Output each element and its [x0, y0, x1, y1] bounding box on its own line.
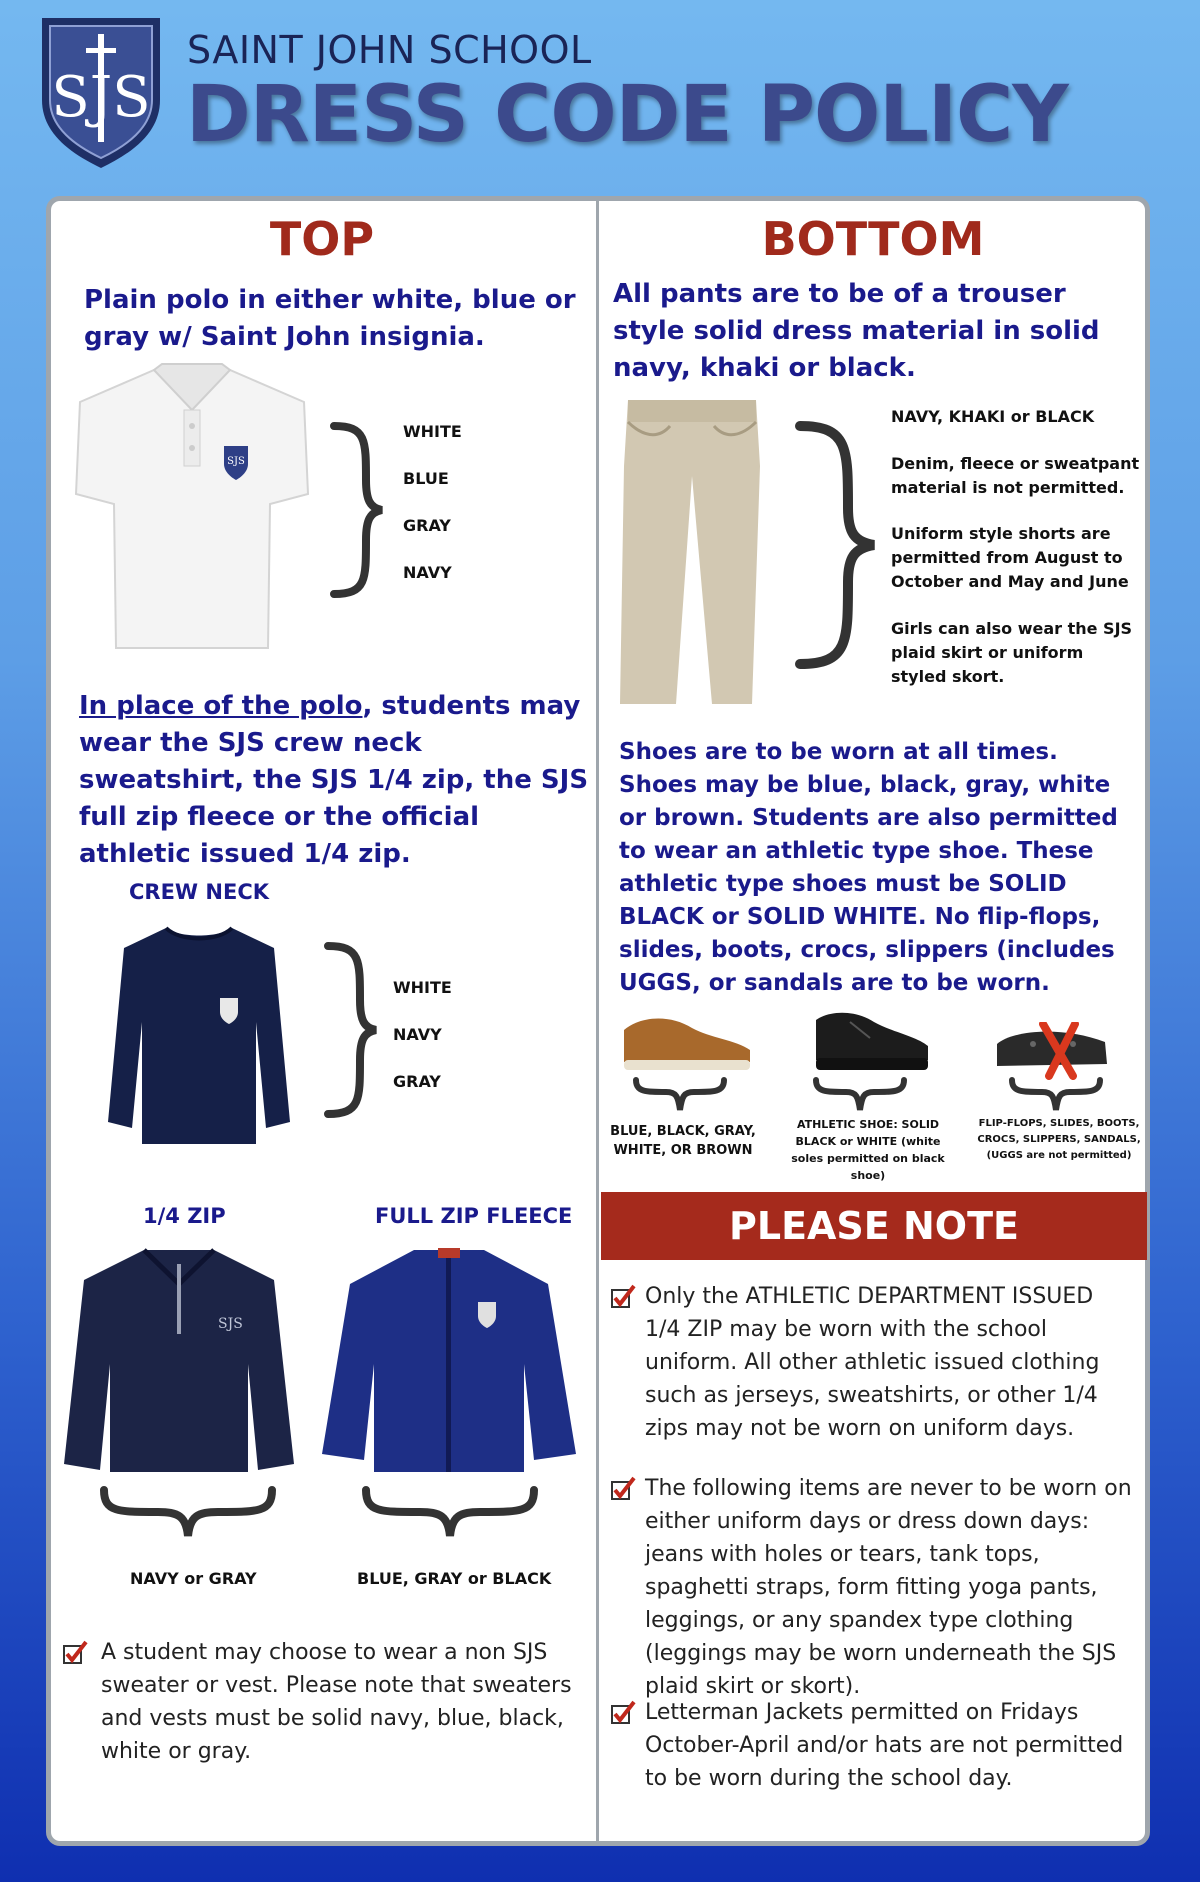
alternate-top-body: , students may wear the SJS crew neck sweatshirt, the SJS 1/4 zip, the SJS full zip fleece or the official athletic issued 1/4 zip. [79, 691, 589, 869]
brace-icon [1008, 1074, 1104, 1114]
checkbox-icon [610, 1284, 636, 1310]
crest-letters: SJS [51, 65, 151, 130]
page-title: DRESS CODE POLICY [186, 70, 1068, 160]
polo-shirt-icon [72, 362, 312, 660]
crew-color-gray: GRAY [393, 1072, 441, 1091]
polo-color-white: WHITE [403, 422, 462, 441]
pants-note-shorts: Uniform style shorts are permitted from August to October and May and June [891, 524, 1129, 591]
crew-neck-icon [106, 922, 292, 1148]
shoes-description: Shoes are to be worn at all times. Shoes may be blue, black, gray, white or brown. Students are also permitted to wear an athletic type shoe. These athletic type shoes must be SOLID BLACK or SOLID WHITE. No flip-flops, slides, boots, crocs, slippers (includes UGGS, or sandals are to be worn. [619, 739, 1118, 996]
brace-icon [320, 940, 380, 1120]
please-note-heading: PLEASE NOTE [601, 1192, 1147, 1260]
brace-icon [98, 1482, 278, 1542]
svg-text:SJS: SJS [218, 1316, 243, 1332]
checkbox-icon [610, 1700, 636, 1726]
croc-icon [993, 1022, 1113, 1080]
quarter-zip-label: 1/4 ZIP [143, 1204, 226, 1228]
brace-icon [812, 1074, 908, 1114]
alternate-top-text [79, 688, 595, 873]
polo-description: Plain polo in either white, blue or gray w/ Saint John insignia. [84, 285, 576, 352]
top-heading: TOP [269, 212, 375, 266]
brown-shoe-icon [620, 1010, 754, 1072]
quarter-zip-icon [62, 1244, 296, 1474]
pants-description: All pants are to be of a trouser style solid dress material in solid navy, khaki or black. [613, 279, 1100, 383]
crew-color-white: WHITE [393, 978, 452, 997]
checkbox-icon [610, 1476, 636, 1502]
shoe-caption-prohibited: FLIP-FLOPS, SLIDES, BOOTS, CROCS, SLIPPERS, SANDALS, (UGGS are not permitted) [977, 1118, 1141, 1161]
fleece-colors: BLUE, GRAY or BLACK [357, 1569, 552, 1588]
school-name: SAINT JOHN SCHOOL [187, 28, 592, 72]
pants-note-skirt: Girls can also wear the SJS plaid skirt or uniform styled skort. [891, 619, 1133, 686]
bottom-heading: BOTTOM [761, 212, 985, 266]
brace-icon [360, 1482, 540, 1542]
note-item-letterman: Letterman Jackets permitted on Fridays October-April and/or hats are not permitted to be worn during the school day. [645, 1700, 1124, 1791]
svg-text:SJS: SJS [227, 456, 245, 467]
brace-icon [326, 420, 386, 600]
checkbox-icon [62, 1640, 88, 1666]
quarter-zip-colors: NAVY or GRAY [130, 1569, 257, 1588]
shoe-caption-dress: BLUE, BLACK, GRAY, WHITE, OR BROWN [610, 1124, 756, 1158]
pants-icon [618, 396, 762, 708]
brace-icon [632, 1074, 728, 1114]
polo-color-gray: GRAY [403, 516, 451, 535]
sweater-note: A student may choose to wear a non SJS sweater or vest. Please note that sweaters and vests must be solid navy, blue, black, white or gray. [101, 1640, 572, 1764]
polo-color-navy: NAVY [403, 563, 452, 582]
crest-icon [38, 14, 164, 172]
pants-note-material: Denim, fleece or sweatpant material is not permitted. [891, 454, 1140, 497]
fleece-label: FULL ZIP FLEECE [375, 1204, 573, 1228]
athletic-shoe-icon [810, 1008, 932, 1072]
crew-color-navy: NAVY [393, 1025, 442, 1044]
brace-icon [792, 418, 882, 672]
pants-note-colors: NAVY, KHAKI or BLACK [891, 407, 1095, 426]
fleece-icon [318, 1244, 580, 1474]
shoe-caption-athletic: ATHLETIC SHOE: SOLID BLACK or WHITE (white soles permitted on black shoe) [791, 1118, 945, 1182]
note-item-never-worn: The following items are never to be worn on either uniform days or dress down days: jeans with holes or tears, tank tops, spaghetti straps, form fitting yoga pants, leggings, or any spandex type clothing (leggings may be worn underneath the SJS plaid skirt or skort). [645, 1476, 1132, 1699]
crew-neck-label: CREW NECK [129, 880, 270, 904]
polo-color-blue: BLUE [403, 469, 449, 488]
alternate-top-underline: In place of the polo [79, 691, 363, 721]
note-item-athletic: Only the ATHLETIC DEPARTMENT ISSUED 1/4 ZIP may be worn with the school uniform. All other athletic issued clothing such as jerseys, sweatshirts, or other 1/4 zips may not be worn on uniform days. [645, 1284, 1100, 1441]
column-divider [596, 200, 599, 1842]
